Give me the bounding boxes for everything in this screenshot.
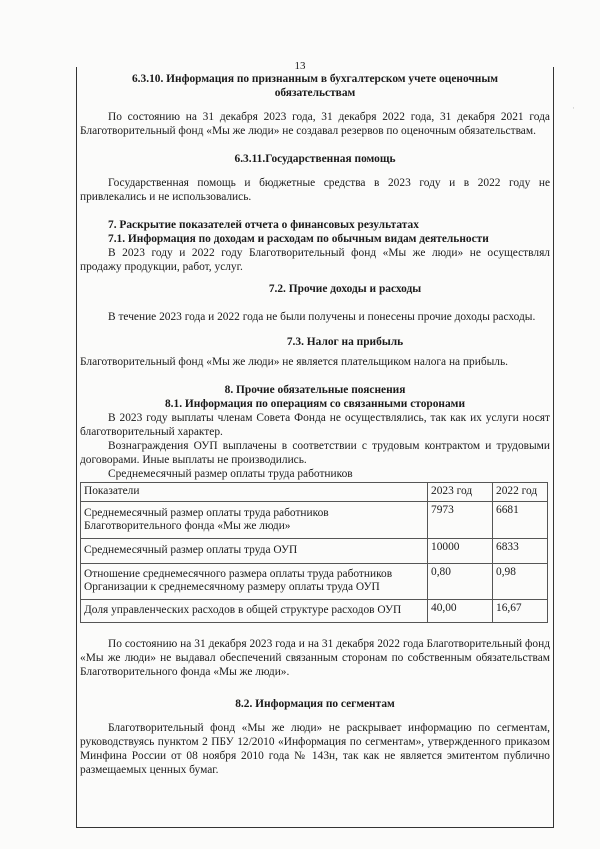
- section-8-2-title: 8.2. Информация по сегментам: [235, 698, 395, 710]
- table-row: [81, 564, 548, 600]
- table-cell-label: Среднемесячный размер оплаты труда ОУП: [81, 539, 428, 564]
- table-header-row: [81, 483, 548, 502]
- section-8-1-paragraph-1: В 2023 году выплаты членам Совета Фонда не осуществлялись, так как их услуги носят благотворительный характер.: [80, 412, 550, 438]
- section-8-1-paragraph-3: Среднемесячный размер оплаты труда работников: [108, 468, 353, 480]
- section-8-1-paragraph-2: Вознаграждения ОУП выплачены в соответствии с трудовым контрактом и трудовыми договорами. Иные выплаты не производились.: [80, 440, 550, 466]
- section-8-1-paragraph-4: По состоянию на 31 декабря 2023 года и на 31 декабря 2022 года Благотворительный фонд «Мы же люди» не выдавал обеспечений связанным сторонам по собственным обязательствам Благотворительного фонда «Мы же люди».: [80, 638, 550, 678]
- section-8-2-text: Благотворительный фонд «Мы же люди» не раскрывает информацию по сегментам, руководствуясь пунктом 2 ПБУ 12/2010 «Информация по сегментам», утвержденного приказом Минфина России от 08 ноября 2010 года № 143н, так как не является эмитентом публично размещаемых ценных бумаг.: [80, 722, 550, 776]
- table-cell-label: Доля управленческих расходов в общей структуре расходов ОУП: [81, 600, 428, 623]
- table-row: [81, 600, 548, 623]
- table-cell-2022: 0,98: [493, 564, 548, 600]
- table-header-cell: 2023 год: [428, 483, 493, 502]
- table-cell-label: Среднемесячный размер оплаты труда работников Благотворительного фонда «Мы же люди»: [81, 502, 428, 539]
- section-8-1-title: 8.1. Информация по операциям со связанными сторонами: [164, 398, 466, 410]
- table-cell-2023: 0,80: [428, 564, 493, 600]
- table-header-cell: Показатели: [81, 483, 428, 502]
- section-7-title: 7. Раскрытие показателей отчета о финансовых результатах: [108, 219, 419, 231]
- table-cell-2022: 6681: [493, 502, 548, 539]
- table-cell-2022: 16,67: [493, 600, 548, 623]
- section-7-1-text: В 2023 году и 2022 году Благотворительный фонд «Мы же люди» не осуществлял продажу продукции, работ, услуг.: [80, 247, 550, 273]
- document-body: [80, 72, 550, 777]
- table-header-cell: 2022 год: [493, 483, 548, 502]
- table-cell-2023: 10000: [428, 539, 493, 564]
- section-7-2-title: 7.2. Прочие доходы и расходы: [268, 283, 422, 295]
- section-8-title: 8. Прочие обязательные пояснения: [224, 384, 406, 396]
- table-cell-2023: 40,00: [428, 600, 493, 623]
- table-cell-label: Отношение среднемесячного размера оплаты труда работников Организации к среднемесячному размеру оплаты труда ОУП: [81, 564, 428, 600]
- table-cell-2022: 6833: [493, 539, 548, 564]
- table-cell-2023: 7973: [428, 502, 493, 539]
- section-7-2-text: В течение 2023 года и 2022 года не были получены и понесены прочие доходы расходы.: [108, 311, 536, 323]
- section-6-3-11-title: 6.3.11.Государственная помощь: [234, 153, 396, 165]
- scan-speck: ·: [572, 103, 575, 113]
- section-6-3-10-text: По состоянию на 31 декабря 2023 года, 31 декабря 2022 года, 31 декабря 2021 года Благотворительный фонд «Мы же люди» не создавал резервов по оценочным обязательствам.: [80, 111, 550, 137]
- table-row: [81, 539, 548, 564]
- section-6-3-11-text: Государственная помощь и бюджетные средства в 2023 году и в 2022 году не привлекались и не использовались.: [80, 177, 550, 203]
- section-7-3-title: 7.3. Налог на прибыль: [286, 336, 404, 348]
- table-row: [81, 502, 548, 539]
- page-number: 13: [294, 60, 306, 72]
- salary-table: [80, 482, 548, 623]
- section-7-1-title: 7.1. Информация по доходам и расходам по обычным видам деятельности: [108, 233, 489, 245]
- section-6-3-10-title: 6.3.10. Информация по признанным в бухгалтерском учете оценочным обязательствам: [131, 73, 498, 99]
- section-7-3-text: Благотворительный фонд «Мы же люди» не является плательщиком налога на прибыль.: [80, 356, 509, 368]
